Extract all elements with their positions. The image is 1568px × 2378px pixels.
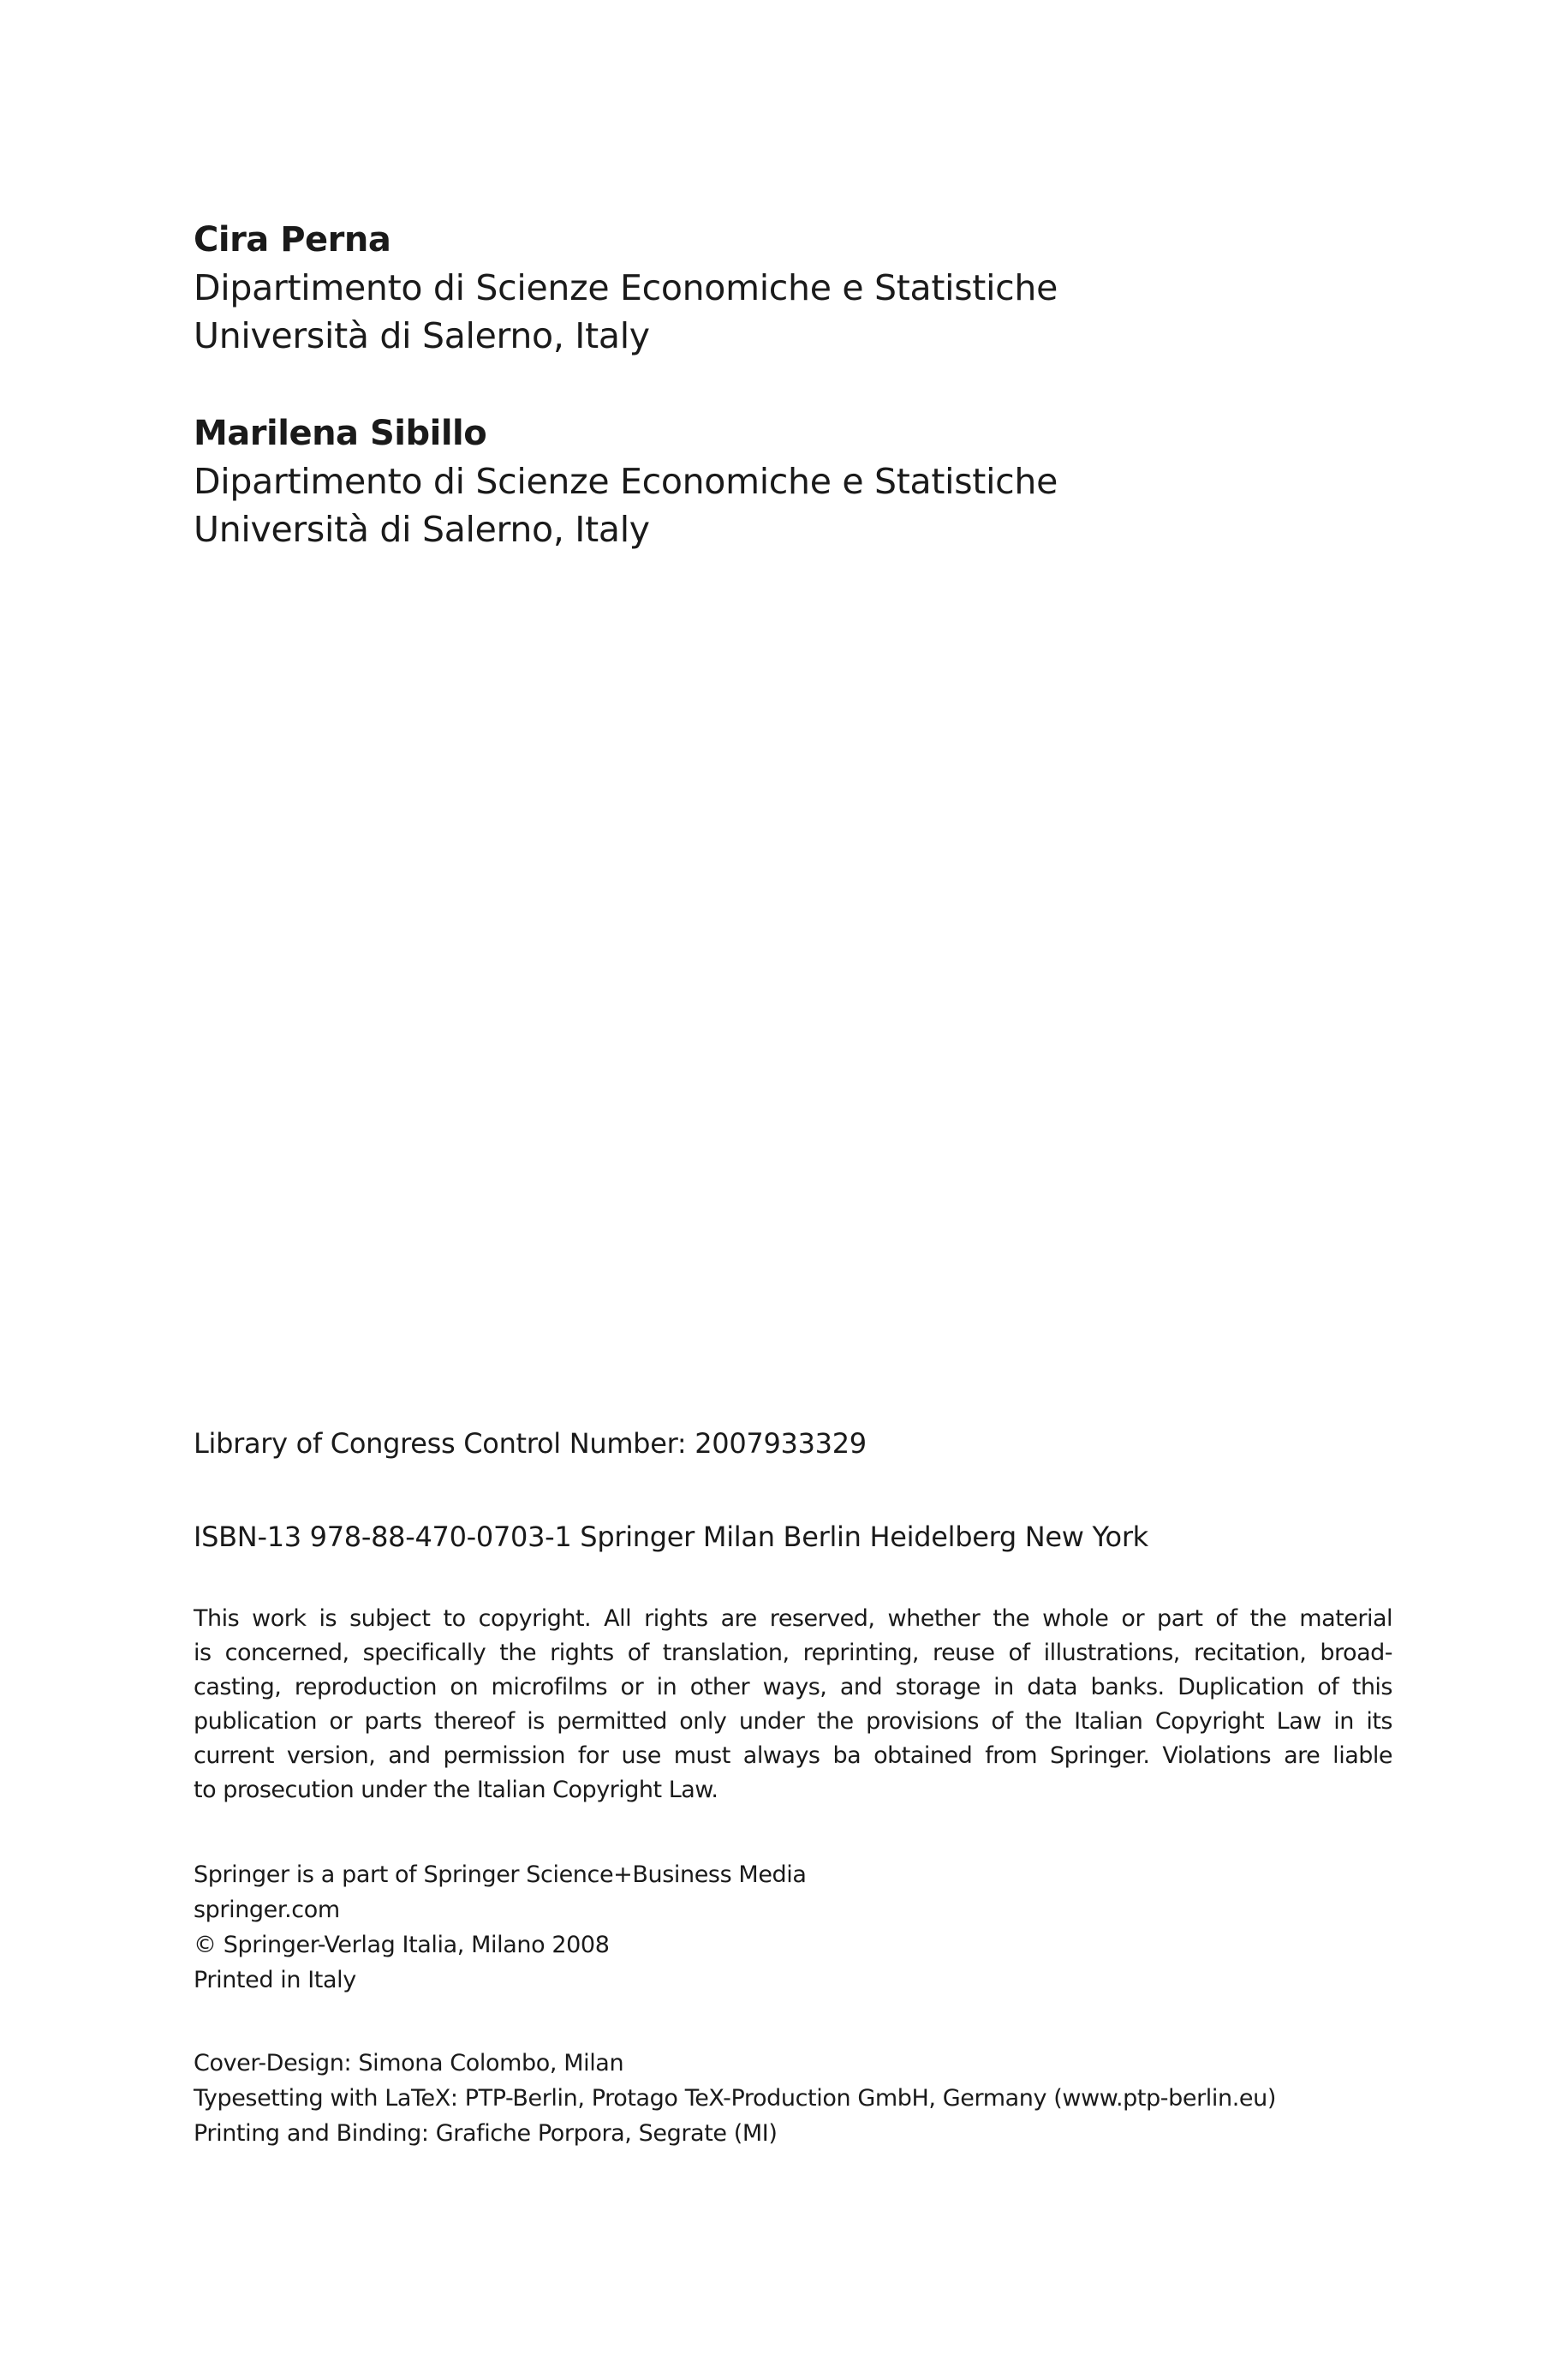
typesetting-credit: Typesetting with LaTeX: PTP-Berlin, Protago TeX-Production GmbH, Germany (www.ptp-berlin.eu)	[194, 2085, 1276, 2112]
publisher-line: Springer is a part of Springer Science+Business Media	[194, 1861, 807, 1888]
copyright-line: publication or parts thereof is permitted only under the provisions of the Italian Copyright Law in its	[194, 1708, 1392, 1735]
production-credits	[194, 2046, 1276, 2151]
copyright-line: is concerned, specifically the rights of translation, reprinting, reuse of illustrations, recitation, broad-	[194, 1640, 1392, 1666]
author-block	[194, 409, 1435, 553]
copyright-holder: © Springer-Verlag Italia, Milano 2008	[194, 1932, 610, 1958]
lccn-line: Library of Congress Control Number: 2007933329	[194, 1427, 867, 1460]
isbn-line: ISBN-13 978-88-470-0703-1 Springer Milan Berlin Heidelberg New York	[194, 1521, 1148, 1553]
printing-credit: Printing and Binding: Grafiche Porpora, Segrate (MI)	[194, 2120, 778, 2147]
cover-design-credit: Cover-Design: Simona Colombo, Milan	[194, 2050, 624, 2076]
author-department: Dipartimento di Scienze Economiche e Statistiche	[194, 461, 1058, 502]
publisher-info	[194, 1857, 807, 1998]
author-university: Università di Salerno, Italy	[194, 315, 650, 356]
copyright-line: current version, and permission for use must always ba obtained from Springer. Violations are liable	[194, 1742, 1392, 1769]
printed-in: Printed in Italy	[194, 1967, 356, 1993]
copyright-line: casting, reproduction on microfilms or in other ways, and storage in data banks. Duplication of this	[194, 1674, 1392, 1700]
copyright-line: This work is subject to copyright. All rights are reserved, whether the whole or part of the material	[194, 1605, 1392, 1632]
copyright-notice	[194, 1602, 1392, 1807]
author-department: Dipartimento di Scienze Economiche e Statistiche	[194, 267, 1058, 308]
author-university: Università di Salerno, Italy	[194, 509, 650, 550]
author-name: Marilena Sibillo	[194, 414, 487, 453]
publisher-website: springer.com	[194, 1897, 340, 1923]
author-block	[194, 216, 1435, 360]
copyright-line: to prosecution under the Italian Copyright Law.	[194, 1777, 718, 1803]
author-name: Cira Perna	[194, 220, 391, 260]
